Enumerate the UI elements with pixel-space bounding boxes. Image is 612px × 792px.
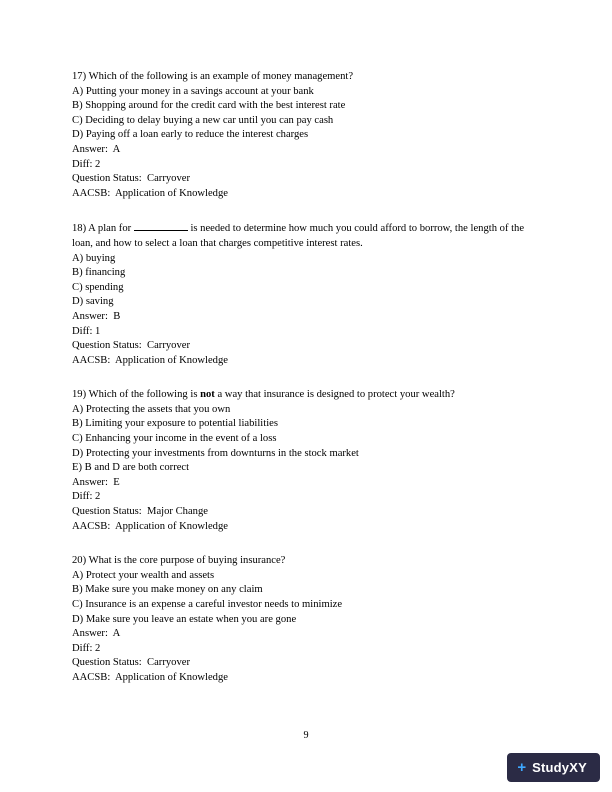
option-c: C) Deciding to delay buying a new car until you can pay cash: [72, 114, 334, 126]
difficulty-line: Diff: 2: [72, 491, 101, 503]
brand-xy-text: XY: [569, 760, 587, 775]
answer-line: Answer: A: [72, 143, 121, 155]
answer-line: Answer: E: [72, 476, 120, 488]
difficulty-line: Diff: 2: [72, 642, 101, 654]
question-block: [72, 554, 540, 685]
aacsb-line: AACSB: Application of Knowledge: [72, 520, 228, 532]
option-a: A) Putting your money in a savings account at your bank: [72, 85, 314, 97]
question-stem-text-suffix: a way that insurance is designed to protect your wealth?: [214, 389, 455, 401]
question-block: [72, 70, 540, 201]
option-d: D) Make sure you leave an estate when you are gone: [72, 613, 297, 625]
brand-study-text: Study: [532, 760, 570, 775]
plus-icon: +: [517, 759, 527, 776]
option-b: B) Shopping around for the credit card with the best interest rate: [72, 100, 346, 112]
question-status-line: Question Status: Carryover: [72, 173, 190, 185]
option-c: C) spending: [72, 281, 124, 293]
question-stem-text-prefix: 18) A plan for: [72, 223, 134, 235]
question-stem-text: 17) Which of the following is an example of money management?: [72, 71, 354, 82]
answer-line: Answer: A: [72, 628, 121, 640]
question-block: [72, 388, 540, 534]
question-stem-text-suffix: is needed to determine how much you could afford to borrow, the length of the loan, and how to select a loan that charges competitive interest rates.: [72, 223, 525, 249]
aacsb-line: AACSB: Application of Knowledge: [72, 671, 228, 683]
question-status-line: Question Status: Carryover: [72, 657, 190, 669]
option-c: C) Insurance is an expense a careful investor needs to minimize: [72, 599, 343, 610]
option-d: D) saving: [72, 296, 114, 308]
brand-label: [532, 760, 587, 775]
answer-line: Answer: B: [72, 310, 121, 322]
question-block: [72, 221, 540, 368]
page-number: 9: [303, 730, 309, 741]
option-d: D) Protecting your investments from downturns in the stock market: [72, 447, 359, 459]
question-stem-text-prefix: 19) Which of the following is: [72, 389, 201, 401]
question-stem: [72, 70, 540, 85]
option-b: B) financing: [72, 267, 126, 279]
question-status-line: Question Status: Major Change: [72, 506, 208, 518]
question-stem: [72, 221, 540, 251]
question-status-line: Question Status: Carryover: [72, 340, 190, 352]
difficulty-line: Diff: 2: [72, 158, 101, 170]
question-stem-text: 20) What is the core purpose of buying insurance?: [72, 555, 286, 567]
option-a: A) Protecting the assets that you own: [72, 403, 231, 415]
question-stem-emphasis: not: [200, 389, 215, 401]
question-stem: [72, 388, 540, 403]
aacsb-line: AACSB: Application of Knowledge: [72, 354, 228, 366]
question-stem: [72, 554, 540, 569]
option-b: B) Make sure you make money on any claim: [72, 584, 263, 596]
fill-in-blank: [134, 221, 188, 231]
option-d: D) Paying off a loan early to reduce the interest charges: [72, 129, 309, 141]
option-a: A) Protect your wealth and assets: [72, 569, 215, 581]
option-e: E) B and D are both correct: [72, 462, 190, 474]
studyxy-watermark[interactable]: [507, 753, 600, 782]
option-a: A) buying: [72, 252, 116, 264]
option-c: C) Enhancing your income in the event of a loss: [72, 433, 277, 445]
difficulty-line: Diff: 1: [72, 325, 101, 337]
option-b: B) Limiting your exposure to potential liabilities: [72, 418, 278, 430]
aacsb-line: AACSB: Application of Knowledge: [72, 187, 228, 199]
